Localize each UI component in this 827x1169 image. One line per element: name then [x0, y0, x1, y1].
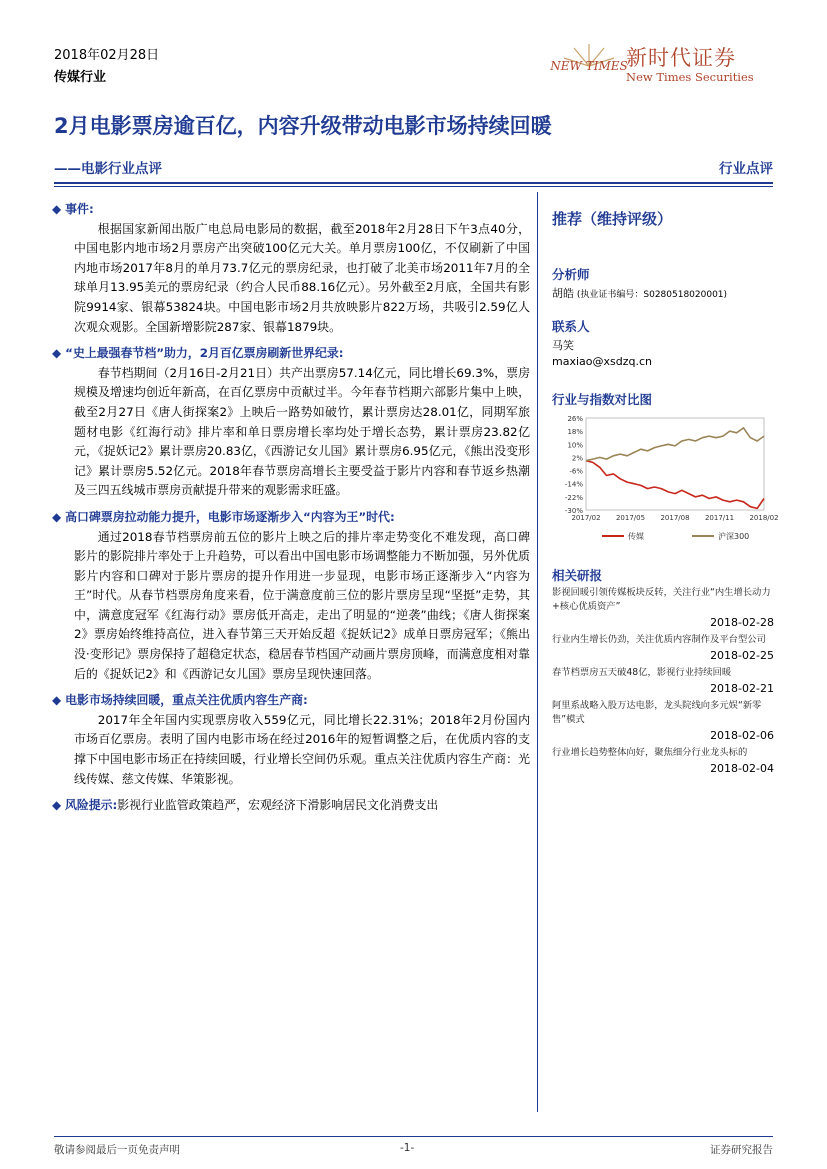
report-item[interactable] [552, 746, 774, 775]
footer-report-type: 证券研究报告 [710, 1144, 773, 1156]
y-tick-label: -6% [569, 467, 583, 476]
report-date: 2018-02-28 [710, 616, 774, 629]
analyst-name: 胡皓 [552, 287, 574, 300]
diamond-bullet-icon: ◆ [52, 346, 62, 361]
comparison-chart [552, 390, 779, 556]
report-item[interactable] [552, 586, 774, 629]
section-paragraph: 2017年全年国内实现票房收入559亿元，同比增长22.31%；2018年2月份国内市场百亿票房。表明了国内电影市场在经过2016年的短暂调整之后，在优质内容的支撑下中国电影市场正在持续回暖，行业增长空间仍乐观。重点关注优质内容生产商：光线传媒、慈文传媒、华策影视。 [74, 712, 530, 786]
section-heading: ◆ 电影市场持续回暖，重点关注优质内容生产商: [52, 693, 308, 708]
report-title[interactable]: 行业增长趋势整体向好，聚焦细分行业龙头标的 [552, 747, 748, 758]
related-reports [552, 566, 774, 775]
section-heading: ◆ “史上最强春节档”助力，2月百亿票房刷新世界纪录: [52, 346, 344, 361]
report-title[interactable]: 行业内生增长仍劲，关注优质内容制作及平台型公司 [552, 634, 766, 645]
company-logo [550, 42, 766, 92]
report-title[interactable]: 影视回暖引领传媒板块反转，关注行业“内生增长动力+核心优质资产” [552, 587, 771, 612]
section-heading: ◆ 高口碑票房拉动能力提升，电影市场逐渐步入“内容为王”时代: [52, 509, 395, 524]
main-content [52, 200, 530, 816]
analyst-info [552, 285, 774, 301]
risk-text: 影视行业监管政策趋严，宏观经济下滑影响居民文化消费支出 [117, 798, 439, 813]
y-tick-label: -14% [564, 480, 583, 489]
y-tick-label: -30% [564, 507, 583, 515]
section-paragraph: 春节档期间（2月16日-2月21日）共产出票房57.14亿元，同比增长69.3%，票房规模及增速均创近年新高，在百亿票房中贡献过半。今年春节档期六部影片集中上映，截至2月27日《唐人街探案2》上映后一路势如破竹，累计票房达28.01亿，同期军旅题材电影《红海行动》排片率和单日票房增长率均处于增长态势，累计票房23.82亿元，《捉妖记2》累计票房20.83亿，《西游记女儿国》累计票房6.95亿元，《熊出没变形记》累计票房5.52亿元。2018年春节票房高增长主要受益于影片内容和春节返乡热潮及三四五线城市票房贡献提升带来的观影需求旺盛。 [74, 365, 530, 498]
header-divider [54, 182, 773, 184]
diamond-bullet-icon: ◆ [52, 798, 62, 813]
diamond-bullet-icon: ◆ [52, 509, 62, 524]
section-paragraph: 通过2018春节档票房前五位的影片上映之后的排片率走势变化不难发现，高口碑影片的影院排片率处于上升趋势，可以看出中国电影市场调整能力不断加强，另外优质影片内容和口碑对于影片票房的提升作用进一步显现，电影市场正逐渐步入“内容为王”时代。从春节档票房角度来看，位于满意度前三位的影片票房呈现“坚挺”走势，其中，满意度冠军《红海行动》票房低开高走，走出了明显的“逆袭”曲线；《唐人街探案2》票房始终维持高位，进入春节第三天开始反超《捉妖记2》成单日票房冠军；《熊出没·变形记》票房保持了超稳定状态，稳居春节档国产动画片票房顶峰，而满意度相对靠后的《捉妖记2》和《西游记女儿国》票房呈现快速回落。 [74, 529, 530, 681]
x-tick-label: 2017/05 [615, 514, 646, 522]
legend-label: 沪深300 [718, 532, 750, 541]
analyst-heading: 分析师 [552, 267, 590, 282]
section-paragraph: 根据国家新闻出版广电总局电影局的数据，截至2018年2月28日下午3点40分，中国电影内地市场2月票房产出突破100亿元大关。单月票房100亿，不仅刷新了中国内地市场2017年8月的单月73.7亿元的票房纪录，也打破了北美市场2011年7月的全球单月13.95美元的票房纪录（约合人民币88.16亿元）。另外截至2月底，全国共有影院9914家、银幕53824块。中国电影市场2月共放映影片822万场，共吸引2.59亿人次观众观影。全国新增影院287家、银幕1879块。 [74, 221, 530, 334]
report-date: 2018-02-21 [710, 682, 774, 695]
report-item[interactable] [552, 666, 774, 695]
industry-label: 传媒行业 [54, 70, 107, 85]
analyst-cert: (执业证书编号：S0280518020001) [576, 290, 728, 300]
y-tick-label: 2% [571, 454, 583, 463]
contact-name: 马笑 [552, 339, 574, 352]
series-line-csi300 [586, 428, 764, 461]
page-subtitle: ——电影行业点评 [54, 161, 162, 177]
series-line-media [586, 461, 764, 509]
logo-mark-text: NEW TIMES [550, 59, 628, 73]
footer-divider [54, 1136, 773, 1137]
logo-text-cn: 新时代证券 [626, 46, 736, 70]
y-tick-label: -22% [564, 493, 583, 502]
legend-label: 传媒 [628, 532, 644, 541]
report-date: 2018-02-04 [710, 762, 774, 775]
report-title[interactable]: 阿里系战略入股万达电影，龙头院线向多元娱“新零售”模式 [552, 700, 762, 725]
line-chart [552, 414, 779, 552]
risk-label: 风险提示: [64, 798, 118, 813]
chart-title: 行业与指数对比图 [552, 392, 653, 407]
risk-warning [52, 796, 530, 816]
page-title: 2月电影票房逾百亿，内容升级带动电影市场持续回暖 [54, 114, 552, 138]
diamond-bullet-icon: ◆ [52, 202, 62, 216]
y-tick-label: 18% [567, 428, 583, 437]
contact-heading: 联系人 [552, 319, 590, 334]
report-date: 2018-02-25 [710, 649, 774, 662]
y-tick-label: 26% [567, 415, 583, 423]
report-date: 2018-02-06 [710, 729, 774, 742]
footer-disclaimer: 敬请参阅最后一页免责声明 [54, 1144, 180, 1156]
x-tick-label: 2017/11 [704, 514, 735, 522]
section-heading: ◆ 事件: [52, 202, 94, 216]
report-title[interactable]: 春节档票房五天破48亿，影视行业持续回暖 [552, 667, 732, 678]
x-tick-label: 2017/02 [571, 514, 601, 522]
reports-heading: 相关研报 [552, 568, 603, 583]
column-divider [537, 192, 538, 1112]
logo-mark-icon [550, 42, 628, 90]
page-number: -1- [400, 1142, 415, 1154]
report-item[interactable] [552, 699, 774, 742]
rating: 推荐（维持评级） [552, 210, 673, 228]
report-date: 2018年02月28日 [54, 48, 160, 63]
sidebar [552, 208, 779, 779]
contact-email[interactable]: maxiao@xsdzq.cn [552, 355, 652, 368]
diamond-bullet-icon: ◆ [52, 693, 62, 708]
y-tick-label: 10% [567, 441, 583, 450]
report-item[interactable] [552, 633, 774, 662]
logo-text-en: New Times Securities [626, 70, 754, 84]
x-tick-label: 2018/02 [749, 514, 779, 522]
header-divider-thin [54, 186, 773, 187]
x-tick-label: 2017/08 [660, 514, 690, 522]
document-type: 行业点评 [719, 161, 773, 177]
